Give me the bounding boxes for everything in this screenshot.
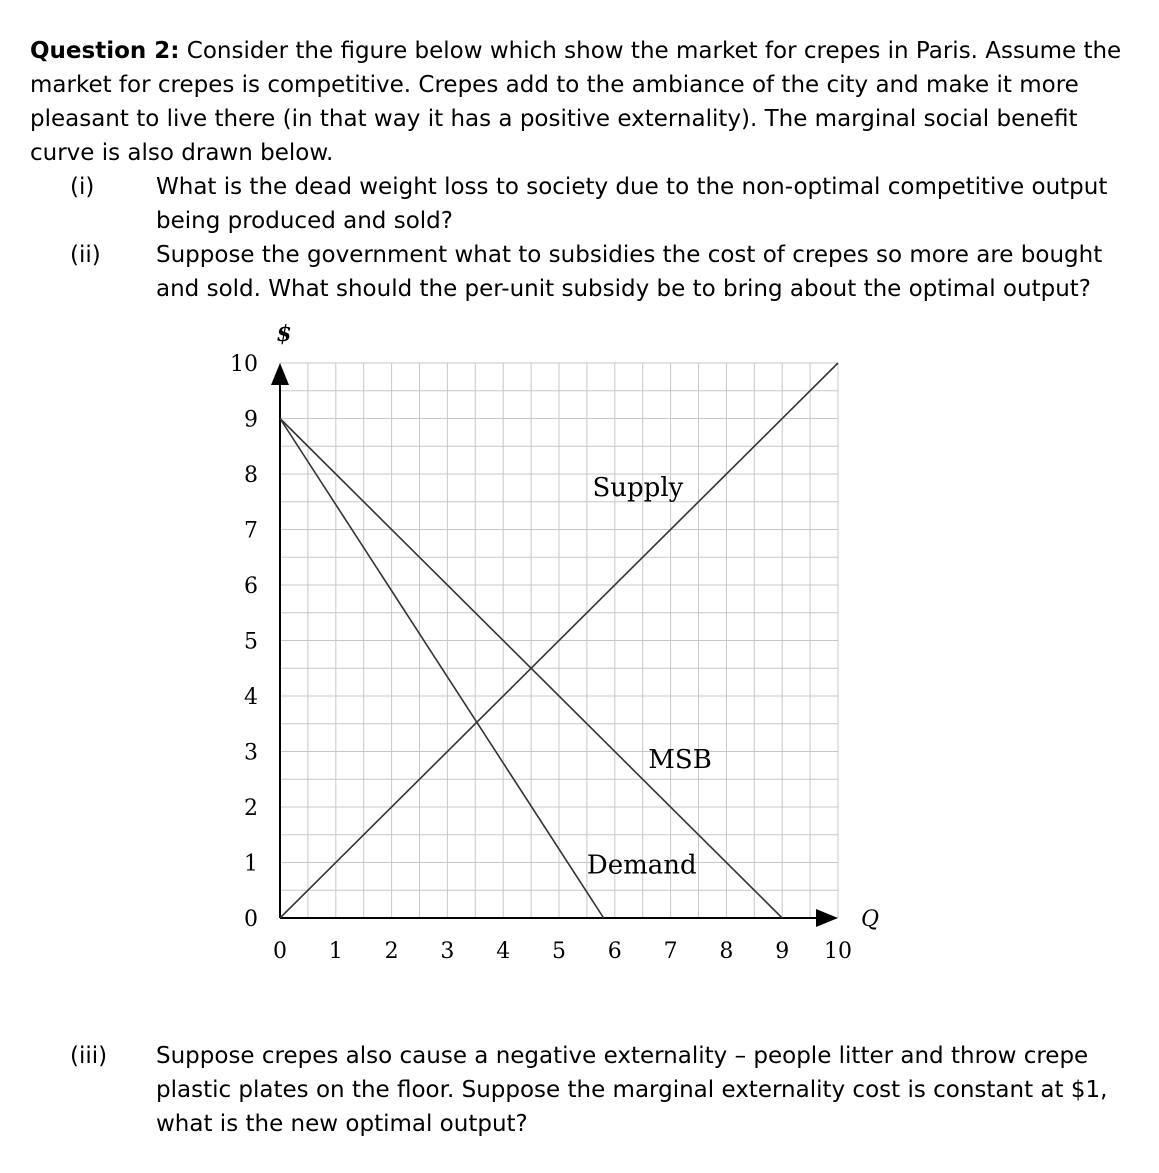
x-tick-label: 8 bbox=[719, 939, 734, 964]
curve-label-demand: Demand bbox=[586, 850, 697, 881]
y-tick-label: 7 bbox=[244, 518, 258, 544]
y-tick-label: 3 bbox=[244, 740, 258, 766]
x-tick-label: 6 bbox=[607, 939, 622, 964]
y-axis-arrow bbox=[271, 363, 289, 385]
y-tick-label: 1 bbox=[244, 851, 258, 877]
curve-label-supply: Supply bbox=[592, 473, 684, 504]
x-tick-label: 9 bbox=[775, 939, 790, 964]
y-tick-label: 0 bbox=[244, 907, 258, 932]
x-axis-arrow bbox=[816, 909, 838, 927]
x-tick-label: 1 bbox=[328, 939, 343, 964]
curve-label-msb: MSB bbox=[648, 745, 712, 776]
x-tick-label: 3 bbox=[440, 939, 455, 964]
y-tick-label: 9 bbox=[244, 407, 258, 433]
x-tick-label: 5 bbox=[552, 939, 566, 964]
x-tick-label: 4 bbox=[496, 939, 511, 964]
question-heading: Question 2: bbox=[30, 38, 180, 64]
part-number: (ii) bbox=[70, 242, 101, 268]
y-tick-label: 8 bbox=[244, 463, 258, 488]
part-text: What is the dead weight loss to society due to the non-optimal competitive output being produced and sold? bbox=[156, 174, 1108, 234]
question-intro-text: Consider the figure below which show the market for crepes in Paris. Assume the market for crepes is competitive. Crepes add to the ambiance of the city and make it more pleasant to live there (in that way it has a positive externality). The marginal social benefit curve is also drawn below. bbox=[30, 38, 1122, 166]
y-tick-label: 10 bbox=[230, 352, 258, 377]
part-text: Suppose crepes also cause a negative externality – people litter and throw crepe plastic plates on the floor. Suppose the marginal externality cost is constant at $1, what is the new optimal output? bbox=[156, 1043, 1108, 1137]
x-tick-label: 0 bbox=[273, 939, 287, 964]
x-tick-label: 10 bbox=[824, 939, 852, 964]
part-number: (iii) bbox=[70, 1043, 108, 1069]
y-axis-label: $ bbox=[276, 321, 292, 347]
y-tick-label: 5 bbox=[244, 629, 258, 655]
y-tick-label: 2 bbox=[244, 796, 258, 821]
part-number: (i) bbox=[70, 174, 95, 200]
x-tick-label: 2 bbox=[384, 939, 399, 964]
x-tick-label: 7 bbox=[663, 939, 678, 964]
y-tick-label: 6 bbox=[244, 574, 258, 599]
x-axis-label: Q bbox=[860, 907, 880, 932]
y-tick-label: 4 bbox=[244, 685, 258, 710]
part-text: Suppose the government what to subsidies the cost of crepes so more are bought and sold. What should the per-unit subsidy be to bring about the optimal output? bbox=[156, 242, 1103, 302]
